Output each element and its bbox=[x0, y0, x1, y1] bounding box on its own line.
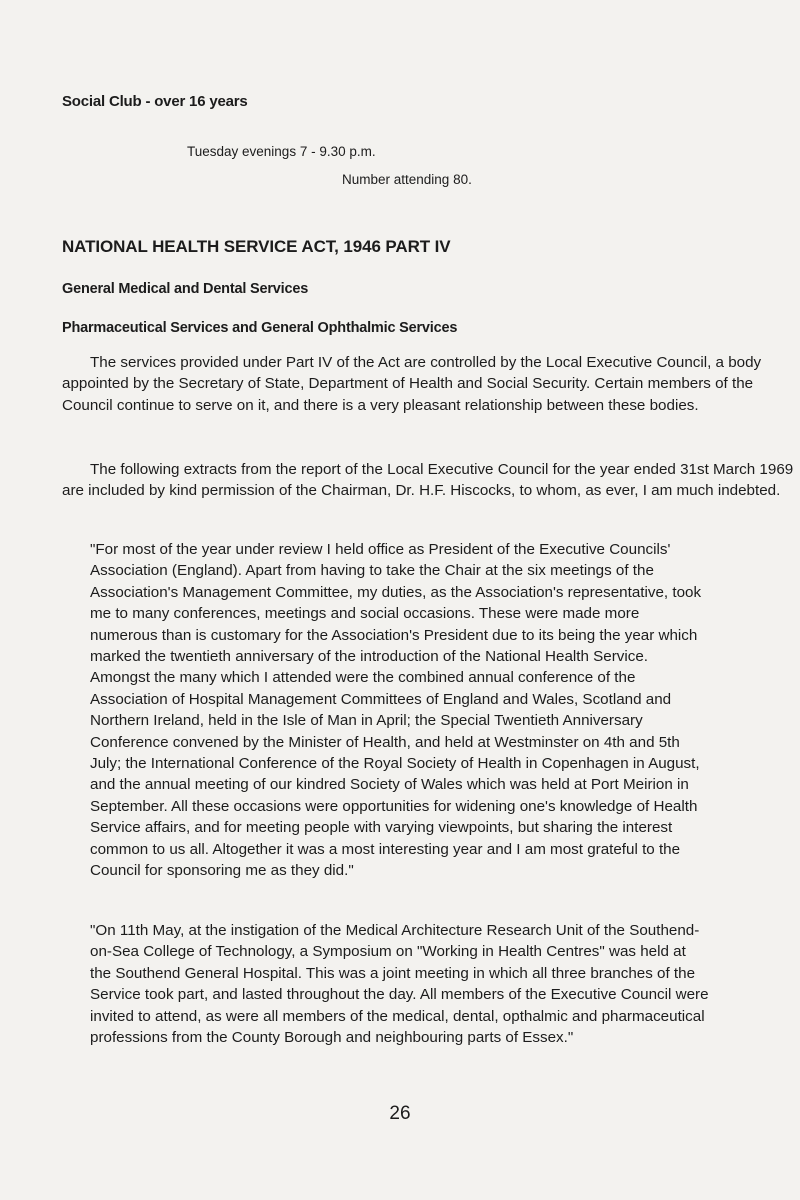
president-quote-paragraph: "For most of the year under review I held office as President of the Executive Councils' Association (England). Apart from having to take the Chair at the six meetings of the Association's Management Committee, my duties, as the Association's representative, took me to many conferences, meetings and social occasions. These were made more numerous than is customary for the Association's President due to its being the year which marked the twentieth anniversary of the introduction of the National Health Service. Amongst the many which I attended were the combined annual conference of the Association of Hospital Management Committees of England and Wales, Scotland and Northern Ireland, held in the Isle of Man in April; the Special Twentieth Anniversary Conference convened by the Minister of Health, and held at Westminster on 4th and 5th July; the International Conference of the Royal Society of Health in Copenhagen in August, and the annual meeting of our kindred Society of Wales which was held at Port Meirion in September. All these occasions were opportunities for widening one's knowledge of Health Service affairs, and for meeting people with varying viewpoints, but sharing the interest common to us all. Altogether it was a most interesting year and I am most grateful to the Council for sponsoring me as they did." bbox=[90, 541, 702, 880]
extracts-paragraph: The following extracts from the report of the Local Executive Council for the year ended 31st March 1969 are included by kind permission of the Chairman, Dr. H.F. Hiscocks, to whom, as ever, I am much indebted. bbox=[62, 461, 794, 500]
act-heading: NATIONAL HEALTH SERVICE ACT, 1946 PART IV bbox=[62, 237, 451, 256]
page-number: 26 bbox=[389, 1103, 411, 1124]
symposium-quote-paragraph: "On 11th May, at the instigation of the Medical Architecture Research Unit of the Southend-on-Sea College of Technology, a Symposium on "Working in Health Centres" was held at the Southend General Hospital. This was a joint meeting in which all three branches of the Service took part, and lasted throughout the day. All members of the Executive Council were invited to attend, as were all members of the medical, dental, opthalmic and pharmaceutical professions from the County Borough and neighbouring parts of Essex." bbox=[90, 922, 709, 1047]
intro-paragraph: The services provided under Part IV of the Act are controlled by the Local Executive Council, a body appointed by the Secretary of State, Department of Health and Social Security. Certain members of the Council continue to serve on it, and there is a very pleasant relationship between these bodies. bbox=[62, 354, 762, 414]
pharmaceutical-ophthalmic-subheading: Pharmaceutical Services and General Ophthalmic Services bbox=[62, 320, 458, 336]
social-club-attendance: Number attending 80. bbox=[342, 172, 472, 187]
social-club-schedule: Tuesday evenings 7 - 9.30 p.m. bbox=[187, 144, 376, 159]
social-club-heading: Social Club - over 16 years bbox=[62, 93, 248, 110]
medical-dental-subheading: General Medical and Dental Services bbox=[62, 281, 309, 297]
